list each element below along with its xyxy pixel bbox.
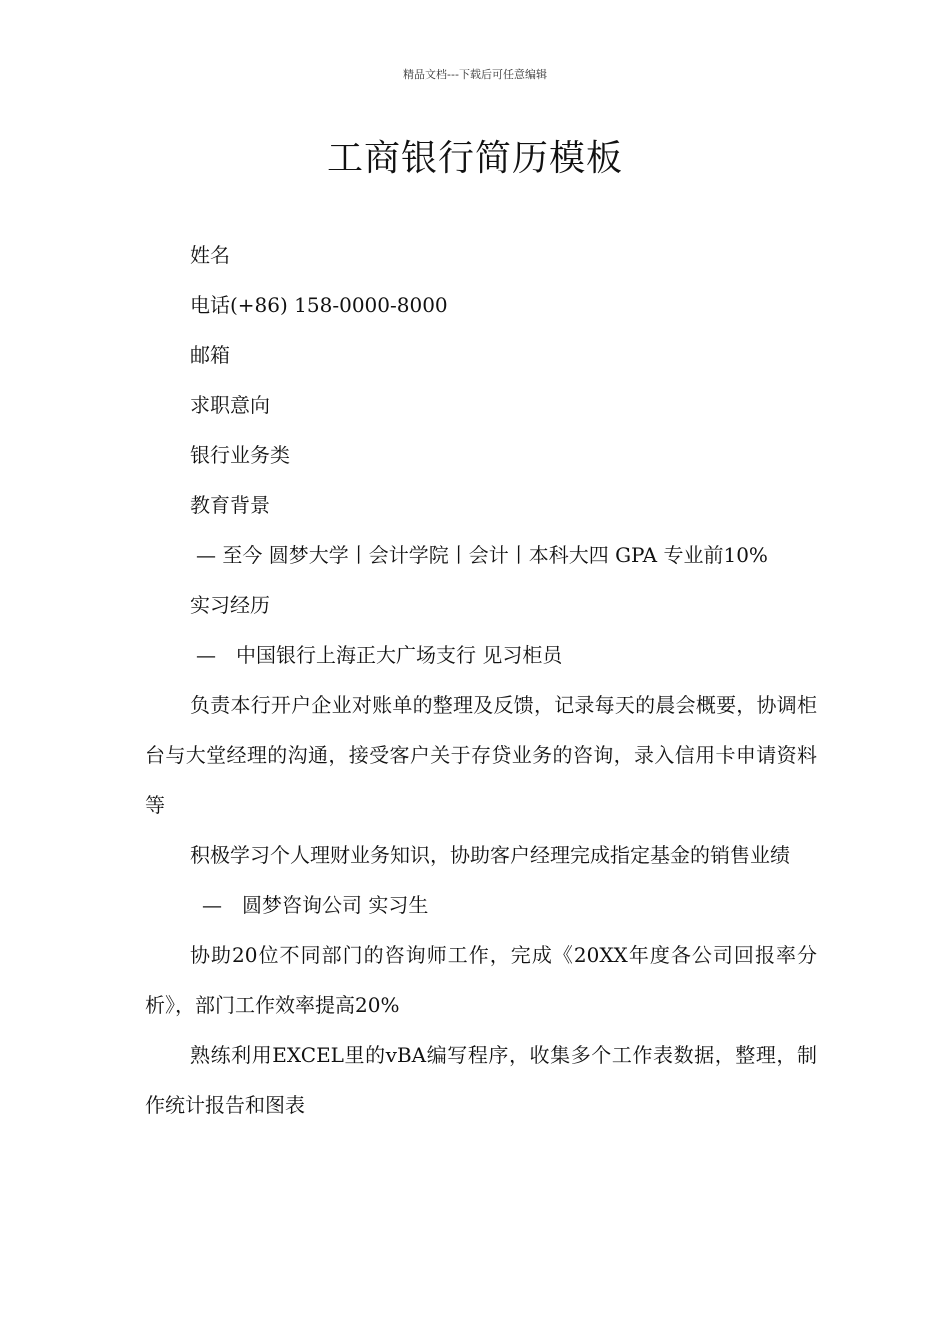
education-heading: 教育背景 — [190, 493, 270, 517]
page-header-note: 精品文档---下载后可任意编辑 — [403, 68, 547, 81]
internship-duty: 负责本行开户企业对账单的整理及反馈，记录每天的晨会概要，协调柜台与大堂经理的沟通，接受客户关于存贷业务的咨询，录入信用卡申请资料等 — [145, 693, 817, 817]
internship-org-role: 圆梦咨询公司 实习生 — [242, 893, 429, 917]
education-entry: — 至今 圆梦大学丨会计学院丨会计丨本科大四 GPA 专业前10% — [196, 543, 768, 567]
internships-heading: 实习经历 — [190, 593, 270, 617]
name-label: 姓名 — [190, 243, 230, 267]
email-label: 邮箱 — [190, 343, 230, 367]
document-title: 工商银行简历模板 — [326, 138, 623, 179]
dash-mark: — — [196, 643, 216, 667]
resume-body — [145, 230, 817, 1130]
dash-mark: — — [202, 893, 222, 917]
objective-value: 银行业务类 — [190, 443, 290, 467]
phone-line: 电话(+86) 158-0000-8000 — [190, 293, 448, 317]
objective-heading: 求职意向 — [190, 393, 270, 417]
internship-duty: 协助20位不同部门的咨询师工作，完成《20XX年度各公司回报率分析》，部门工作效率提高20% — [145, 943, 817, 1017]
internship-header — [145, 880, 817, 930]
internship-duty: 积极学习个人理财业务知识，协助客户经理完成指定基金的销售业绩 — [190, 843, 790, 867]
internship-duty: 熟练利用EXCEL里的vBA编写程序，收集多个工作表数据，整理，制作统计报告和图表 — [145, 1043, 817, 1117]
internship-org-role: 中国银行上海正大广场支行 见习柜员 — [236, 643, 563, 667]
internship-header — [145, 630, 817, 680]
